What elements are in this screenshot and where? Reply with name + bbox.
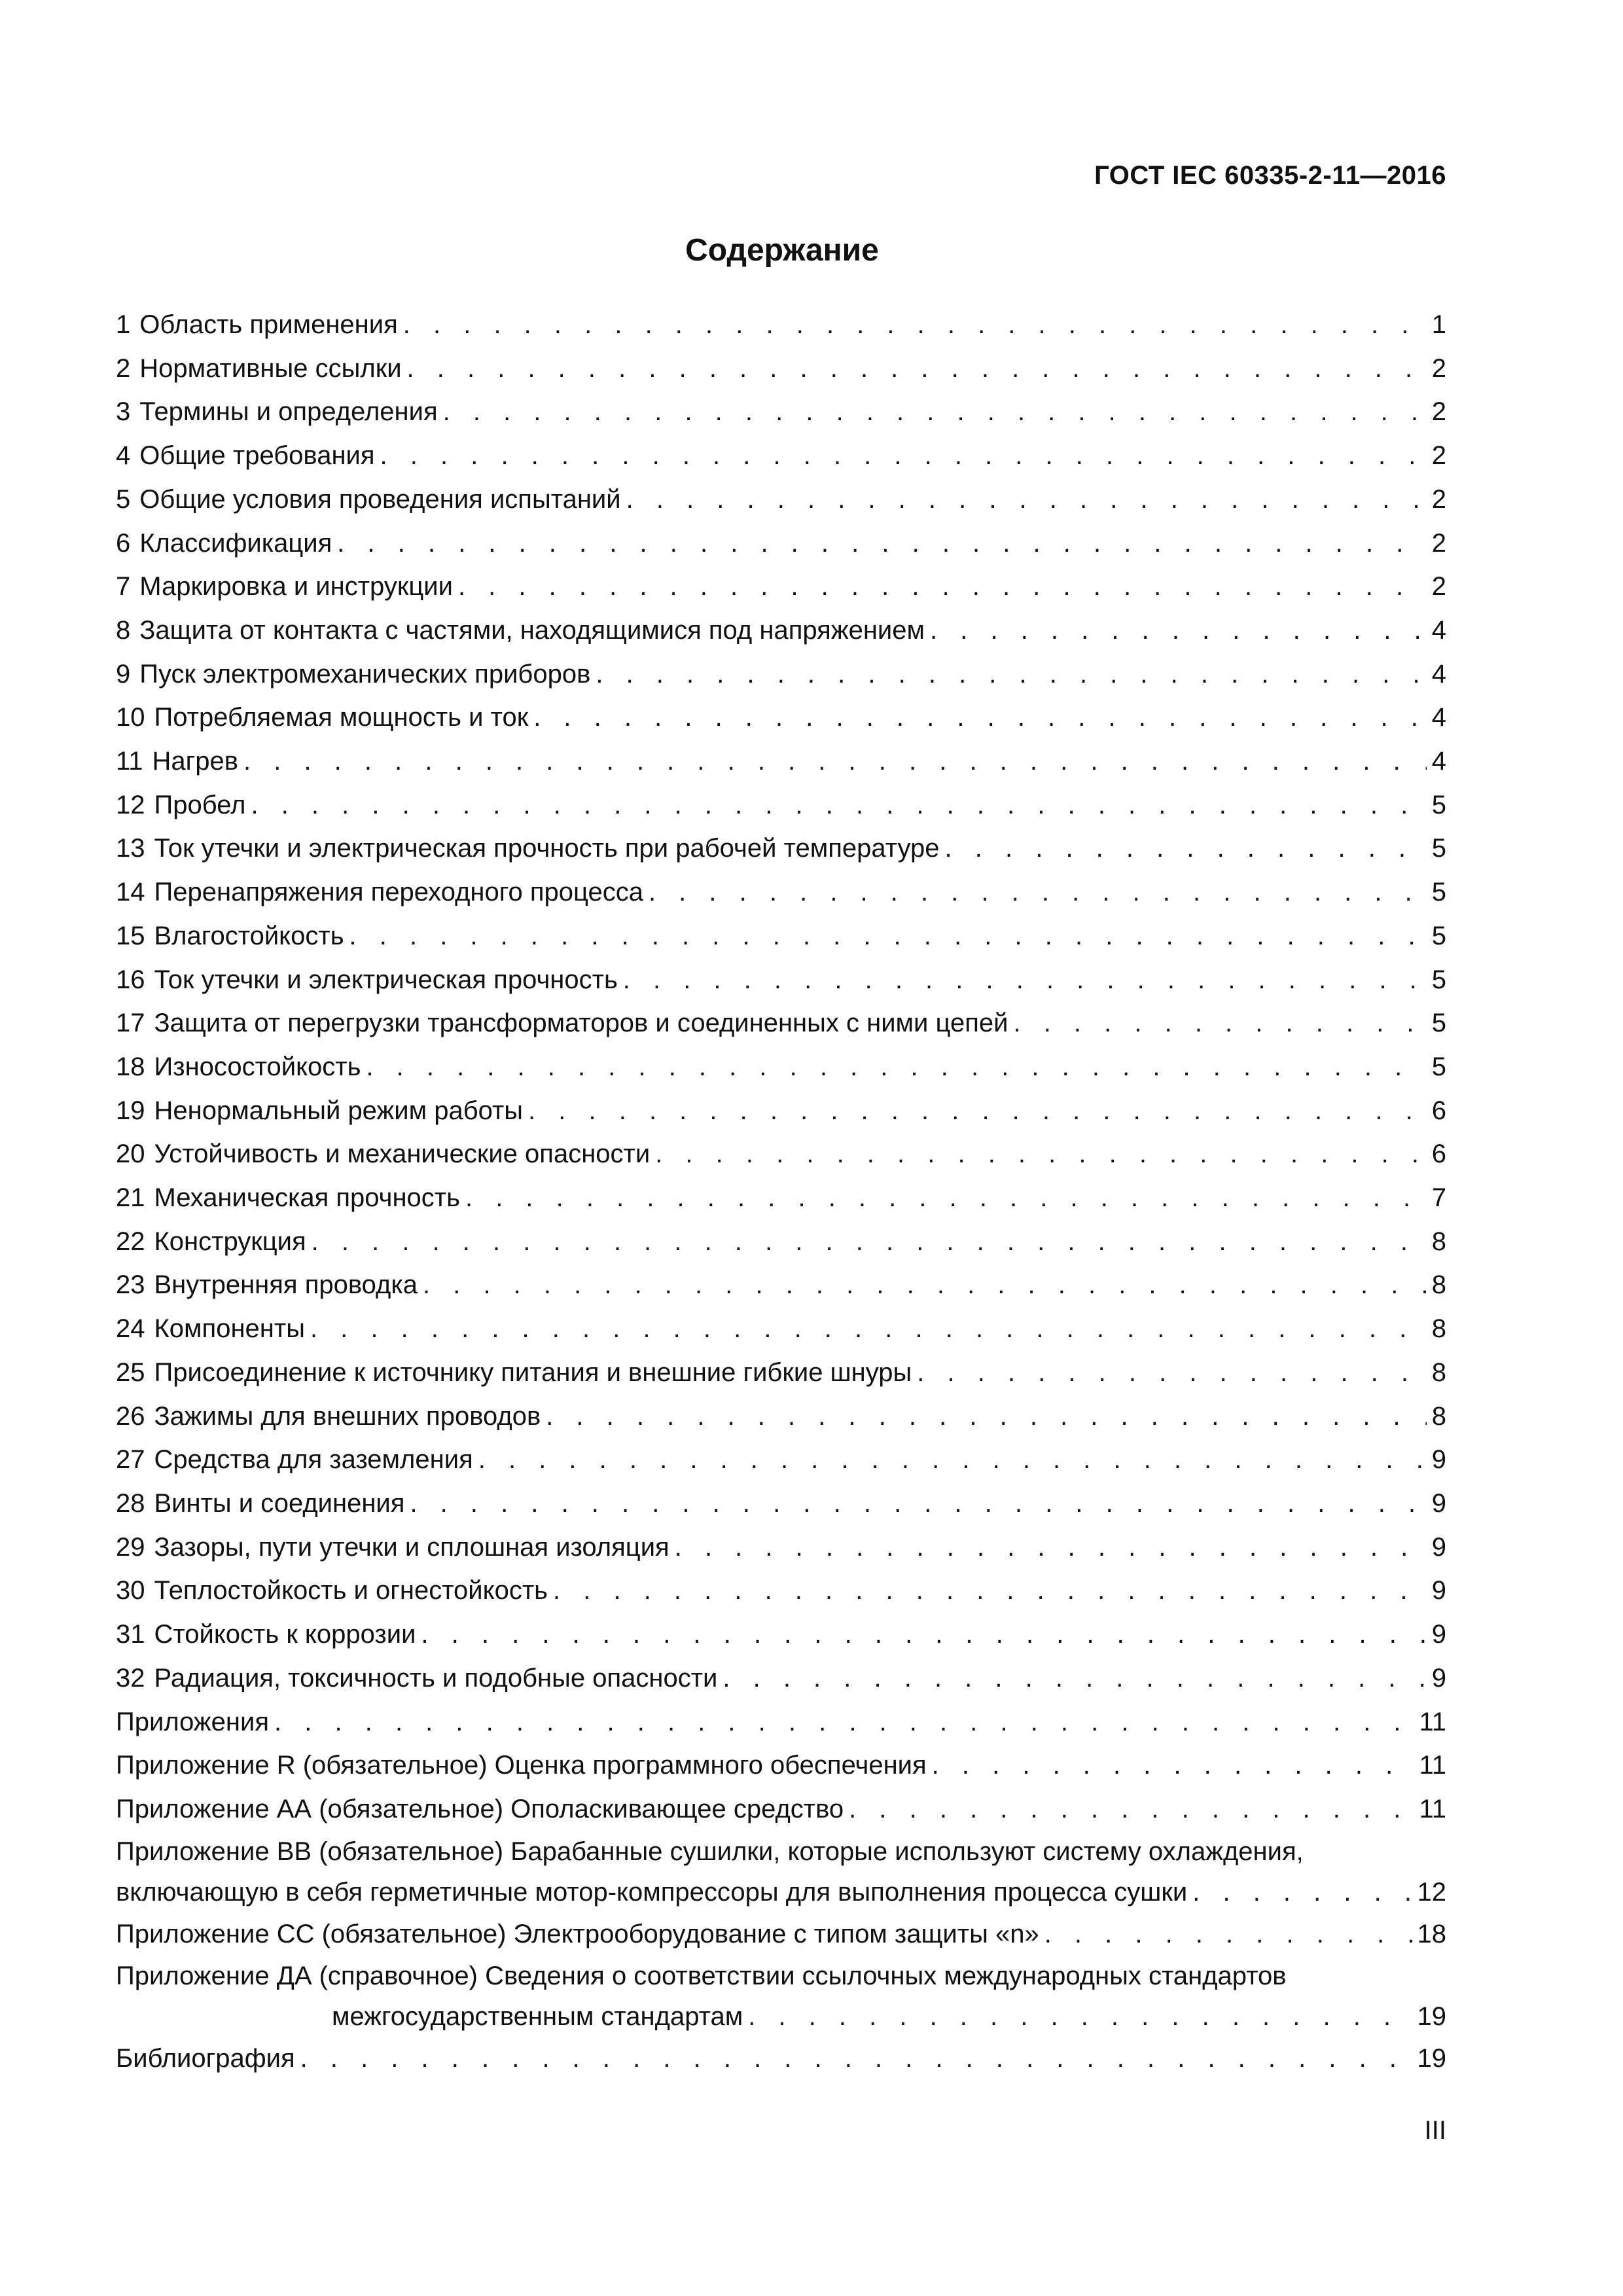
toc-entry-section[interactable] bbox=[116, 783, 1446, 827]
dot-leader bbox=[546, 1395, 1427, 1439]
toc-entry-number: 3 bbox=[116, 397, 131, 427]
toc-entry-page: 9 bbox=[1431, 1576, 1446, 1605]
dot-leader bbox=[300, 2037, 1412, 2081]
toc-entry-label: Потребляемая мощность и ток bbox=[154, 703, 529, 732]
toc-entry-annex-da[interactable] bbox=[116, 1956, 1446, 2037]
toc-entry-appendices[interactable] bbox=[116, 1700, 1446, 1744]
toc-entry-page: 9 bbox=[1431, 1445, 1446, 1475]
toc-entry-section[interactable] bbox=[116, 1263, 1446, 1307]
toc-entry-page: 12 bbox=[1417, 1877, 1446, 1907]
toc-entry-section[interactable] bbox=[116, 1045, 1446, 1089]
toc-entry-label: Защита от перегрузки трансформаторов и соединенных с ними цепей bbox=[154, 1009, 1008, 1038]
toc-entry-section[interactable] bbox=[116, 1569, 1446, 1613]
dot-leader bbox=[596, 653, 1426, 696]
toc-entry-page: 2 bbox=[1431, 484, 1446, 514]
toc-entry-section[interactable] bbox=[116, 522, 1446, 565]
toc-entry-page: 8 bbox=[1431, 1227, 1446, 1256]
toc-entry-annex-r[interactable] bbox=[116, 1744, 1446, 1787]
toc-entry-section[interactable] bbox=[116, 390, 1446, 434]
toc-entry-label-line2: включающую в себя герметичные мотор-компрессоры для выполнения процесса сушки bbox=[116, 1877, 1188, 1907]
toc-entry-number: 12 bbox=[116, 790, 145, 819]
toc-entry-label: Зазоры, пути утечки и сплошная изоляция bbox=[154, 1532, 669, 1562]
dot-leader bbox=[849, 1787, 1414, 1831]
toc-entry-annex-aa[interactable] bbox=[116, 1787, 1446, 1831]
toc-entry-page: 6 bbox=[1431, 1096, 1446, 1125]
dot-leader bbox=[626, 478, 1427, 522]
toc-entry-page: 2 bbox=[1431, 528, 1446, 558]
toc-entry-number: 15 bbox=[116, 921, 145, 950]
toc-entry-page: 2 bbox=[1431, 572, 1446, 601]
toc-entry-number: 2 bbox=[116, 353, 131, 383]
toc-entry-section[interactable] bbox=[116, 347, 1446, 391]
toc-entry-number: 10 bbox=[116, 703, 145, 732]
toc-entry-number: 29 bbox=[116, 1532, 145, 1562]
toc-entry-number: 22 bbox=[116, 1227, 145, 1256]
toc-entry-number: 14 bbox=[116, 878, 145, 907]
dot-leader bbox=[312, 1220, 1427, 1264]
toc-entry-label: Ненормальный режим работы bbox=[154, 1096, 524, 1125]
toc-entry-number: 6 bbox=[116, 528, 131, 558]
toc-entry-page: 5 bbox=[1431, 834, 1446, 863]
dot-leader bbox=[366, 1045, 1426, 1089]
dot-leader bbox=[1192, 1872, 1412, 1912]
toc-entry-section[interactable] bbox=[116, 1613, 1446, 1657]
toc-entry-page: 8 bbox=[1431, 1401, 1446, 1431]
toc-entry-page: 9 bbox=[1431, 1532, 1446, 1562]
toc-entry-section[interactable] bbox=[116, 1395, 1446, 1439]
toc-entry-section[interactable] bbox=[116, 303, 1446, 347]
toc-entry-number: 8 bbox=[116, 615, 131, 645]
toc-entry-page: 7 bbox=[1431, 1183, 1446, 1213]
toc-entry-section[interactable] bbox=[116, 1482, 1446, 1526]
toc-entry-page: 6 bbox=[1431, 1139, 1446, 1169]
toc-entry-page: 5 bbox=[1431, 1009, 1446, 1038]
toc-entry-label-line1: Приложение ДА (справочное) Сведения о соответствии ссылочных международных стандартов bbox=[116, 1962, 1287, 1991]
toc-entry-page: 5 bbox=[1431, 965, 1446, 994]
toc-entry-page: 5 bbox=[1431, 921, 1446, 950]
toc-entry-label: Влагостойкость bbox=[154, 921, 344, 950]
toc-entry-label: Приложение СС (обязательное) Электрооборудование с типом защиты «n» bbox=[116, 1919, 1039, 1948]
toc-entry-number: 13 bbox=[116, 834, 145, 863]
toc-entry-page: 4 bbox=[1431, 703, 1446, 732]
toc-entry-number: 1 bbox=[116, 310, 131, 339]
toc-entry-section[interactable] bbox=[116, 1657, 1446, 1700]
toc-title: Содержание bbox=[685, 233, 879, 268]
toc-entry-number: 28 bbox=[116, 1488, 145, 1518]
dot-leader bbox=[649, 870, 1427, 914]
toc-entry-label: Классификация bbox=[139, 528, 332, 558]
toc-entry-label: Присоединение к источнику питания и внешние гибкие шнуры bbox=[154, 1357, 912, 1387]
toc-entry-page: 5 bbox=[1431, 790, 1446, 819]
page-number: III bbox=[1424, 2116, 1446, 2145]
toc-entry-label: Общие условия проведения испытаний bbox=[139, 484, 621, 514]
toc-entry-label: Нормативные ссылки bbox=[139, 353, 402, 383]
toc-entry-label: Область применения bbox=[139, 310, 398, 339]
dot-leader bbox=[675, 1526, 1427, 1570]
toc-entry-page: 8 bbox=[1431, 1314, 1446, 1344]
toc-entry-label: Защита от контакта с частями, находящимися под напряжением bbox=[139, 615, 925, 645]
toc-entry-page: 2 bbox=[1431, 397, 1446, 427]
dot-leader bbox=[403, 303, 1427, 347]
dot-leader bbox=[410, 1482, 1426, 1526]
toc-entry-number: 30 bbox=[116, 1576, 145, 1605]
dot-leader bbox=[748, 1996, 1412, 2037]
document-code: ГОСТ IEC 60335-2-11—2016 bbox=[1094, 161, 1446, 190]
toc-entry-label: Механическая прочность bbox=[154, 1183, 460, 1213]
toc-entry-number: 18 bbox=[116, 1052, 145, 1081]
toc-entry-page: 9 bbox=[1431, 1488, 1446, 1518]
toc-entry-section[interactable] bbox=[116, 1220, 1446, 1264]
toc-entry-page: 5 bbox=[1431, 1052, 1446, 1081]
toc-entry-page: 8 bbox=[1431, 1357, 1446, 1387]
toc-entry-label: Пуск электромеханических приборов bbox=[139, 659, 591, 689]
toc-entry-section[interactable] bbox=[116, 1001, 1446, 1045]
dot-leader bbox=[917, 1351, 1426, 1395]
toc-entry-number: 16 bbox=[116, 965, 145, 994]
toc-entry-number: 21 bbox=[116, 1183, 145, 1213]
toc-entry-label: Износостойкость bbox=[154, 1052, 361, 1081]
toc-entry-page: 4 bbox=[1431, 615, 1446, 645]
toc-entry-page: 9 bbox=[1431, 1620, 1446, 1649]
toc-entry-section[interactable] bbox=[116, 1307, 1446, 1351]
toc-entry-annex-cc[interactable] bbox=[116, 1912, 1446, 1956]
toc-entry-number: 20 bbox=[116, 1139, 145, 1169]
toc-entry-label: Винты и соединения bbox=[154, 1488, 405, 1518]
toc-entry-number: 4 bbox=[116, 441, 131, 471]
dot-leader bbox=[251, 783, 1426, 827]
toc-entry-label: Термины и определения bbox=[139, 397, 438, 427]
dot-leader bbox=[274, 1700, 1414, 1744]
dot-leader bbox=[423, 1263, 1427, 1307]
toc-entry-page: 4 bbox=[1431, 747, 1446, 776]
toc-entry-page: 5 bbox=[1431, 878, 1446, 907]
toc-entry-label: Стойкость к коррозии bbox=[154, 1620, 416, 1649]
toc-entry-label: Маркировка и инструкции bbox=[139, 572, 453, 601]
toc-entry-number: 7 bbox=[116, 572, 131, 601]
dot-leader bbox=[528, 1089, 1427, 1133]
toc-entry-section[interactable] bbox=[116, 1351, 1446, 1395]
dot-leader bbox=[655, 1132, 1427, 1176]
dot-leader bbox=[443, 390, 1427, 434]
toc-entry-number: 5 bbox=[116, 484, 131, 514]
toc-entry-section[interactable] bbox=[116, 1089, 1446, 1133]
toc-entry-section[interactable] bbox=[116, 609, 1446, 653]
toc-entry-label: Перенапряжения переходного процесса bbox=[154, 878, 643, 907]
toc-entry-section[interactable] bbox=[116, 827, 1446, 870]
toc-entry-number: 9 bbox=[116, 659, 131, 689]
toc-entry-page: 19 bbox=[1417, 2044, 1446, 2073]
toc-entry-label: Теплостойкость и огнестойкость bbox=[154, 1576, 548, 1605]
dot-leader bbox=[407, 347, 1427, 391]
dot-leader bbox=[1044, 1912, 1412, 1956]
dot-leader bbox=[478, 1438, 1427, 1482]
dot-leader bbox=[932, 1744, 1414, 1787]
dot-leader bbox=[553, 1569, 1427, 1613]
toc-entry-label: Средства для заземления bbox=[154, 1445, 473, 1475]
toc-entry-section[interactable] bbox=[116, 1176, 1446, 1220]
dot-leader bbox=[243, 740, 1427, 783]
toc-entry-label: Приложение R (обязательное) Оценка программного обеспечения bbox=[116, 1751, 927, 1780]
table-of-contents bbox=[116, 303, 1446, 2081]
toc-entry-section[interactable] bbox=[116, 434, 1446, 478]
toc-entry-label-line1: Приложение ВВ (обязательное) Барабанные сушилки, которые используют систему охлаждения, bbox=[116, 1837, 1304, 1866]
toc-entry-label: Нагрев bbox=[152, 747, 238, 776]
toc-entry-label: Радиация, токсичность и подобные опасности bbox=[154, 1663, 718, 1693]
toc-entry-number: 32 bbox=[116, 1663, 145, 1693]
dot-leader bbox=[945, 827, 1427, 870]
dot-leader bbox=[337, 522, 1426, 565]
dot-leader bbox=[623, 958, 1427, 1002]
dot-leader bbox=[722, 1657, 1426, 1700]
toc-entry-number: 11 bbox=[116, 747, 143, 776]
toc-entry-section[interactable] bbox=[116, 653, 1446, 696]
toc-entry-label: Внутренняя проводка bbox=[154, 1270, 418, 1300]
toc-entry-section[interactable] bbox=[116, 870, 1446, 914]
toc-entry-label-line2: межгосударственным стандартам bbox=[332, 2002, 743, 2032]
toc-entry-section[interactable] bbox=[116, 958, 1446, 1002]
toc-entry-page: 19 bbox=[1417, 2002, 1446, 2032]
toc-entry-bibliography[interactable] bbox=[116, 2037, 1446, 2081]
toc-entry-label: Устойчивость и механические опасности bbox=[154, 1139, 651, 1169]
dot-leader bbox=[1013, 1001, 1426, 1045]
toc-entry-section[interactable] bbox=[116, 696, 1446, 740]
toc-entry-page: 11 bbox=[1419, 1707, 1446, 1736]
toc-entry-page: 9 bbox=[1431, 1663, 1446, 1693]
toc-entry-label: Общие требования bbox=[139, 441, 375, 471]
toc-entry-label: Приложение АА (обязательное) Ополаскивающее средство bbox=[116, 1794, 844, 1823]
toc-entry-page: 11 bbox=[1419, 1794, 1446, 1823]
toc-entry-label: Библиография bbox=[116, 2044, 295, 2073]
dot-leader bbox=[310, 1307, 1427, 1351]
toc-entry-page: 8 bbox=[1431, 1270, 1446, 1300]
toc-entry-number: 27 bbox=[116, 1445, 145, 1475]
toc-entry-label: Пробел bbox=[154, 790, 246, 819]
toc-entry-annex-bb[interactable] bbox=[116, 1831, 1446, 1912]
toc-section-list bbox=[116, 303, 1446, 1700]
toc-entry-section[interactable] bbox=[116, 740, 1446, 783]
toc-entry-label: Зажимы для внешних проводов bbox=[154, 1401, 541, 1431]
toc-entry-label: Ток утечки и электрическая прочность при рабочей температуре bbox=[154, 834, 940, 863]
toc-entry-number: 31 bbox=[116, 1620, 145, 1649]
toc-entry-section[interactable] bbox=[116, 1438, 1446, 1482]
toc-entry-label: Ток утечки и электрическая прочность bbox=[154, 965, 618, 994]
toc-entry-page: 2 bbox=[1431, 353, 1446, 383]
toc-entry-number: 23 bbox=[116, 1270, 145, 1300]
toc-entry-number: 25 bbox=[116, 1357, 145, 1387]
toc-entry-number: 24 bbox=[116, 1314, 145, 1344]
dot-leader bbox=[533, 696, 1427, 740]
toc-entry-page: 1 bbox=[1431, 310, 1446, 339]
dot-leader bbox=[349, 914, 1427, 958]
toc-entry-section[interactable] bbox=[116, 478, 1446, 522]
toc-entry-section[interactable] bbox=[116, 1526, 1446, 1570]
toc-entry-page: 2 bbox=[1431, 441, 1446, 471]
toc-entry-section[interactable] bbox=[116, 914, 1446, 958]
toc-entry-label: Приложения bbox=[116, 1707, 270, 1736]
toc-entry-page: 18 bbox=[1417, 1919, 1446, 1948]
toc-entry-section[interactable] bbox=[116, 565, 1446, 609]
toc-entry-number: 19 bbox=[116, 1096, 145, 1125]
dot-leader bbox=[421, 1613, 1426, 1657]
toc-entry-page: 11 bbox=[1419, 1751, 1446, 1780]
dot-leader bbox=[458, 565, 1427, 609]
toc-entry-section[interactable] bbox=[116, 1132, 1446, 1176]
dot-leader bbox=[465, 1176, 1427, 1220]
toc-entry-page: 4 bbox=[1431, 659, 1446, 689]
toc-entry-number: 26 bbox=[116, 1401, 145, 1431]
toc-entry-label: Конструкция bbox=[154, 1227, 306, 1256]
dot-leader bbox=[380, 434, 1427, 478]
dot-leader bbox=[930, 609, 1427, 653]
toc-entry-number: 17 bbox=[116, 1009, 145, 1038]
toc-entry-label: Компоненты bbox=[154, 1314, 305, 1344]
